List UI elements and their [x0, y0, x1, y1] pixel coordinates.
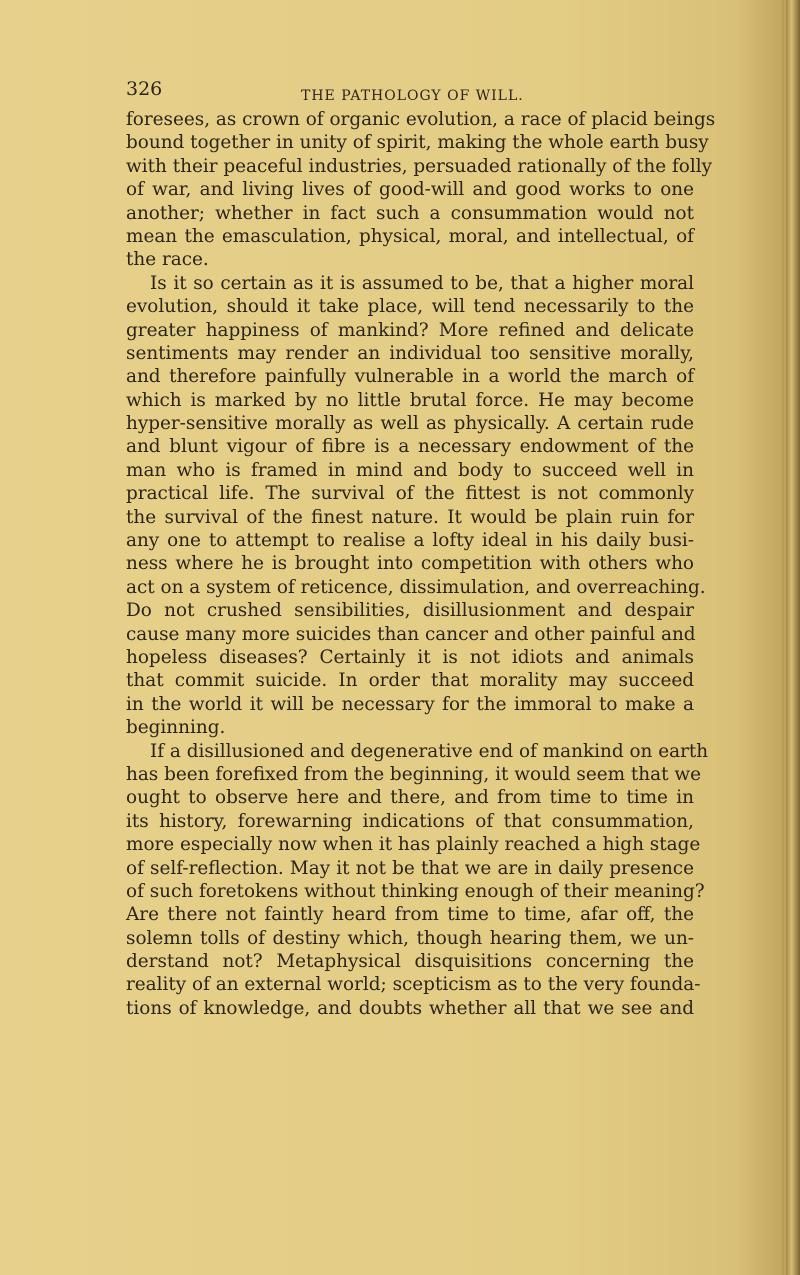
text-line: cause many more suicides than cancer and other painful and — [126, 623, 696, 645]
body-text — [126, 108, 716, 1020]
text-line: hyper-sensitive morally as well as physically. A certain rude — [126, 413, 694, 435]
text-line: the survival of the finest nature. It would be plain ruin for — [126, 506, 694, 528]
text-line: has been forefixed from the beginning, it would seem that we — [126, 763, 701, 785]
text-line: hopeless diseases? Certainly it is not idiots and animals — [126, 646, 694, 668]
text-line: its history, forewarning indications of that consummation, — [126, 810, 694, 832]
text-line: derstand not? Metaphysical disquisitions concerning the — [126, 951, 694, 973]
text-line: and blunt vigour of fibre is a necessary endowment of the — [126, 436, 694, 458]
paragraph — [126, 740, 709, 1021]
text-line: Do not crushed sensibilities, disillusionment and despair — [126, 600, 694, 622]
text-line: act on a system of reticence, dissimulation, and overreaching. — [126, 576, 706, 598]
text-line: ness where he is brought into competition with others who — [126, 553, 694, 575]
running-title: THE PATHOLOGY OF WILL. — [301, 88, 524, 104]
text-line: practical life. The survival of the fittest is not commonly — [126, 483, 694, 505]
book-binding-edge — [786, 0, 800, 1275]
text-line: the race. — [126, 249, 209, 271]
text-line: more especially now when it has plainly reached a high stage — [126, 834, 701, 856]
text-line: of self-reflection. May it not be that we are in daily presence — [126, 857, 694, 879]
text-line: mean the emasculation, physical, moral, and intellectual, of — [126, 225, 694, 247]
text-line: man who is framed in mind and body to succeed well in — [126, 459, 694, 481]
text-line: Are there not faintly heard from time to time, afar off, the — [126, 904, 694, 926]
page-number: 326 — [126, 78, 163, 100]
text-line: reality of an external world; scepticism as to the very founda- — [126, 974, 701, 996]
running-header — [126, 78, 694, 104]
page-edge-line — [782, 0, 784, 1275]
text-line: foresees, as crown of organic evolution, a race of placid beings — [126, 109, 716, 130]
text-line: with their peaceful industries, persuaded rationally of the folly — [126, 155, 712, 177]
text-line: bound together in unity of spirit, making the whole earth busy — [126, 132, 709, 154]
text-line: another; whether in fact such a consummation would not — [126, 202, 694, 224]
text-line: greater happiness of mankind? More refined and delicate — [126, 319, 694, 341]
text-line: which is marked by no little brutal force. He may become — [126, 389, 694, 411]
text-line: tions of knowledge, and doubts whether all that we see and — [126, 997, 694, 1019]
text-line: solemn tolls of destiny which, though hearing them, we un- — [126, 927, 694, 949]
text-line: evolution, should it take place, will tend necessarily to the — [126, 296, 694, 318]
text-line: of such foretokens without thinking enough of their meaning? — [126, 880, 705, 902]
text-line: any one to attempt to realise a lofty ideal in his daily busi- — [126, 530, 694, 552]
text-line: sentiments may render an individual too sensitive morally, — [126, 342, 694, 364]
paragraph — [126, 272, 706, 740]
text-line: of war, and living lives of good-will and good works to one — [126, 179, 694, 201]
paragraph — [126, 108, 716, 272]
text-line: that commit suicide. In order that morality may succeed — [126, 670, 694, 692]
text-line: in the world it will be necessary for the immoral to make a — [126, 693, 694, 715]
text-line: ought to observe here and there, and from time to time in — [126, 787, 694, 809]
text-line: and therefore painfully vulnerable in a world the march of — [126, 366, 694, 388]
text-line: Is it so certain as it is assumed to be, that a higher moral — [150, 272, 694, 294]
text-line: If a disillusioned and degenerative end of mankind on earth — [150, 740, 709, 762]
text-line: beginning. — [126, 717, 226, 739]
